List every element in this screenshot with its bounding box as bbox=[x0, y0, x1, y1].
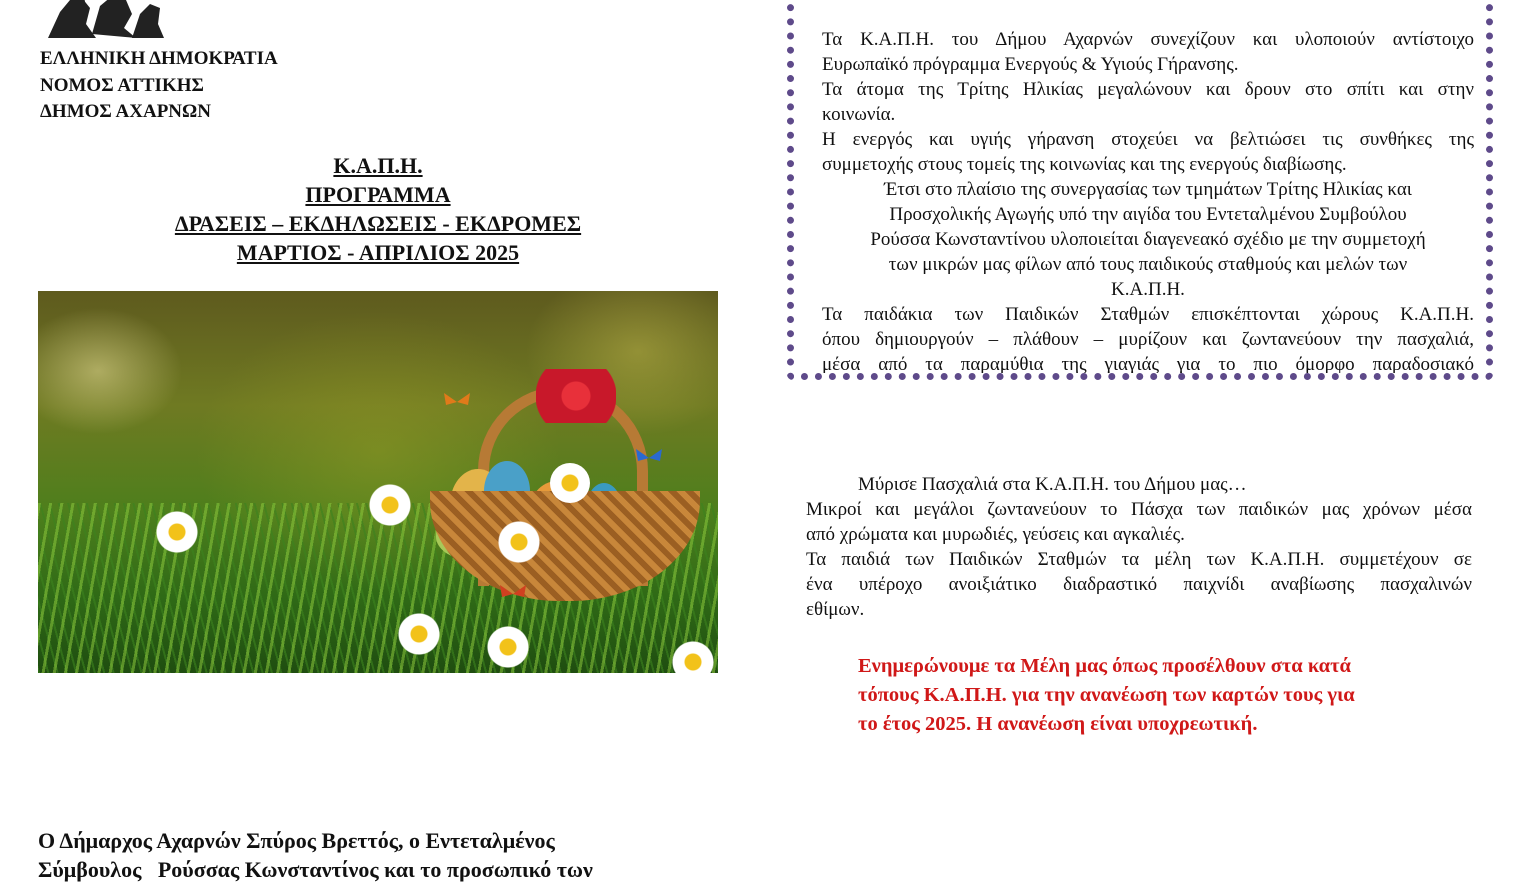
card-renewal-notice bbox=[858, 652, 1468, 739]
notice-line3: το έτος 2025. Η ανανέωση είναι υποχρεωτική. bbox=[858, 713, 1258, 735]
daisy bbox=[478, 617, 538, 673]
mayor-statement bbox=[38, 826, 718, 884]
easter-line4: Τα παιδιά των Παιδικών Σταθμών τα μέλη των Κ.Α.Π.Η. συμμετέχουν σε bbox=[806, 549, 1472, 570]
heading-activities: ΔΡΑΣΕΙΣ – ΕΚΔΗΛΩΣΕΙΣ - ΕΚΔΡΟΜΕΣ bbox=[174, 211, 582, 236]
p1-line1: Τα Κ.Α.Π.Η. του Δήμου Αχαρνών συνεχίζουν και υλοποιούν αντίστοιχο bbox=[822, 29, 1474, 50]
notice-line1: Ενημερώνουμε τα Μέλη μας όπως προσέλθουν στα κατά bbox=[858, 655, 1351, 677]
easter-line3: από χρώματα και μυρωδιές, γεύσεις και αγκαλιές. bbox=[806, 524, 1185, 545]
heading-kapi: Κ.Α.Π.Η. bbox=[333, 153, 423, 178]
org-line-republic: ΕΛΛΗΝΙΚΗ ΔΗΜΟΚΡΑΤΙΑ bbox=[40, 48, 278, 69]
org-line-prefecture: ΝΟΜΟΣ ΑΤΤΙΚΗΣ bbox=[40, 74, 204, 96]
p2-line1: Τα άτομα της Τρίτης Ηλικίας μεγαλώνουν και δρουν στο σπίτι και στην bbox=[822, 79, 1474, 100]
ancient-figures-logo-icon bbox=[40, 0, 164, 40]
mayor-line1: Ο Δήμαρχος Αχαρνών Σπύρος Βρεττός, ο Εντεταλμένος bbox=[38, 828, 555, 853]
p2-line2: κοινωνία. bbox=[822, 104, 896, 125]
p5-line3: μέσα από τα παραμύθια της γιαγιάς για το πιο όμορφο παραδοσιακό bbox=[822, 354, 1474, 375]
p3-line1: Η ενεργός και υγιής γήρανση στοχεύει να βελτιώσει τις συνθήκες της bbox=[822, 129, 1474, 150]
p4-line1: Έτσι στο πλαίσιο της συνεργασίας των τμημάτων Τρίτης Ηλικίας και bbox=[884, 179, 1412, 200]
red-bow bbox=[536, 369, 616, 423]
daisy bbox=[152, 507, 202, 557]
red-butterfly-icon bbox=[498, 583, 528, 605]
p4-line4: των μικρών μας φίλων από τους παιδικούς σταθμούς και μελών των bbox=[888, 254, 1408, 275]
heading-program: ΠΡΟΓΡΑΜΜΑ bbox=[305, 182, 451, 207]
daisy bbox=[494, 517, 544, 567]
heading-period: ΜΑΡΤΙΟΣ - ΑΠΡΙΛΙΟΣ 2025 bbox=[236, 240, 520, 265]
p1-line2: Ευρωπαϊκό πρόγραμμα Ενεργούς & Υγιούς Γήρανσης. bbox=[822, 54, 1239, 75]
daisy bbox=[360, 475, 420, 535]
intergenerational-program-box bbox=[787, 0, 1493, 380]
org-line-municipality: ΔΗΜΟΣ ΑΧΑΡΝΩΝ bbox=[40, 101, 211, 122]
p5-line2: όπου δημιουργούν – πλάθουν – μυρίζουν και ζωντανεύουν την πασχαλιά, bbox=[822, 329, 1474, 350]
program-heading bbox=[38, 151, 718, 267]
orange-butterfly-icon bbox=[442, 391, 472, 413]
organization-block bbox=[40, 46, 278, 126]
easter-line1: Μύρισε Πασχαλιά στα Κ.Α.Π.Η. του Δήμου μας… bbox=[858, 474, 1247, 495]
p4-line2: Προσχολικής Αγωγής υπό την αιγίδα του Εντεταλμένου Συμβούλου bbox=[889, 204, 1407, 225]
easter-line5: ένα υπέροχο ανοιξιάτικο διαδραστικό παιχνίδι αναβίωσης πασχαλινών bbox=[806, 574, 1472, 595]
easter-paragraph bbox=[806, 472, 1472, 622]
daisy bbox=[550, 463, 590, 503]
p4-line3: Ρούσσα Κωνσταντίνου υλοποιείται διαγενεακό σχέδιο με την συμμετοχή bbox=[870, 229, 1426, 250]
program-description bbox=[822, 27, 1474, 377]
mayor-line2: Σύμβουλος Ρούσσας Κωνσταντίνος και το προσωπικό των bbox=[38, 857, 593, 882]
easter-basket-photo bbox=[38, 291, 718, 673]
p3-line2: συμμετοχής στους τομείς της κοινωνίας και της ενεργούς διαβίωσης. bbox=[822, 154, 1347, 175]
blue-butterfly-icon bbox=[634, 447, 664, 469]
p4-line5: Κ.Α.Π.Η. bbox=[1111, 279, 1185, 300]
p5-line1: Τα παιδάκια των Παιδικών Σταθμών επισκέπτονται χώρους Κ.Α.Π.Η. bbox=[822, 304, 1474, 325]
daisy bbox=[394, 609, 444, 659]
easter-line2: Μικροί και μεγάλοι ζωντανεύουν το Πάσχα των παιδικών μας χρόνων μέσα bbox=[806, 499, 1472, 520]
notice-line2: τόπους Κ.Α.Π.Η. για την ανανέωση των καρτών τους για bbox=[858, 684, 1355, 706]
easter-line6: εθίμων. bbox=[806, 599, 865, 620]
